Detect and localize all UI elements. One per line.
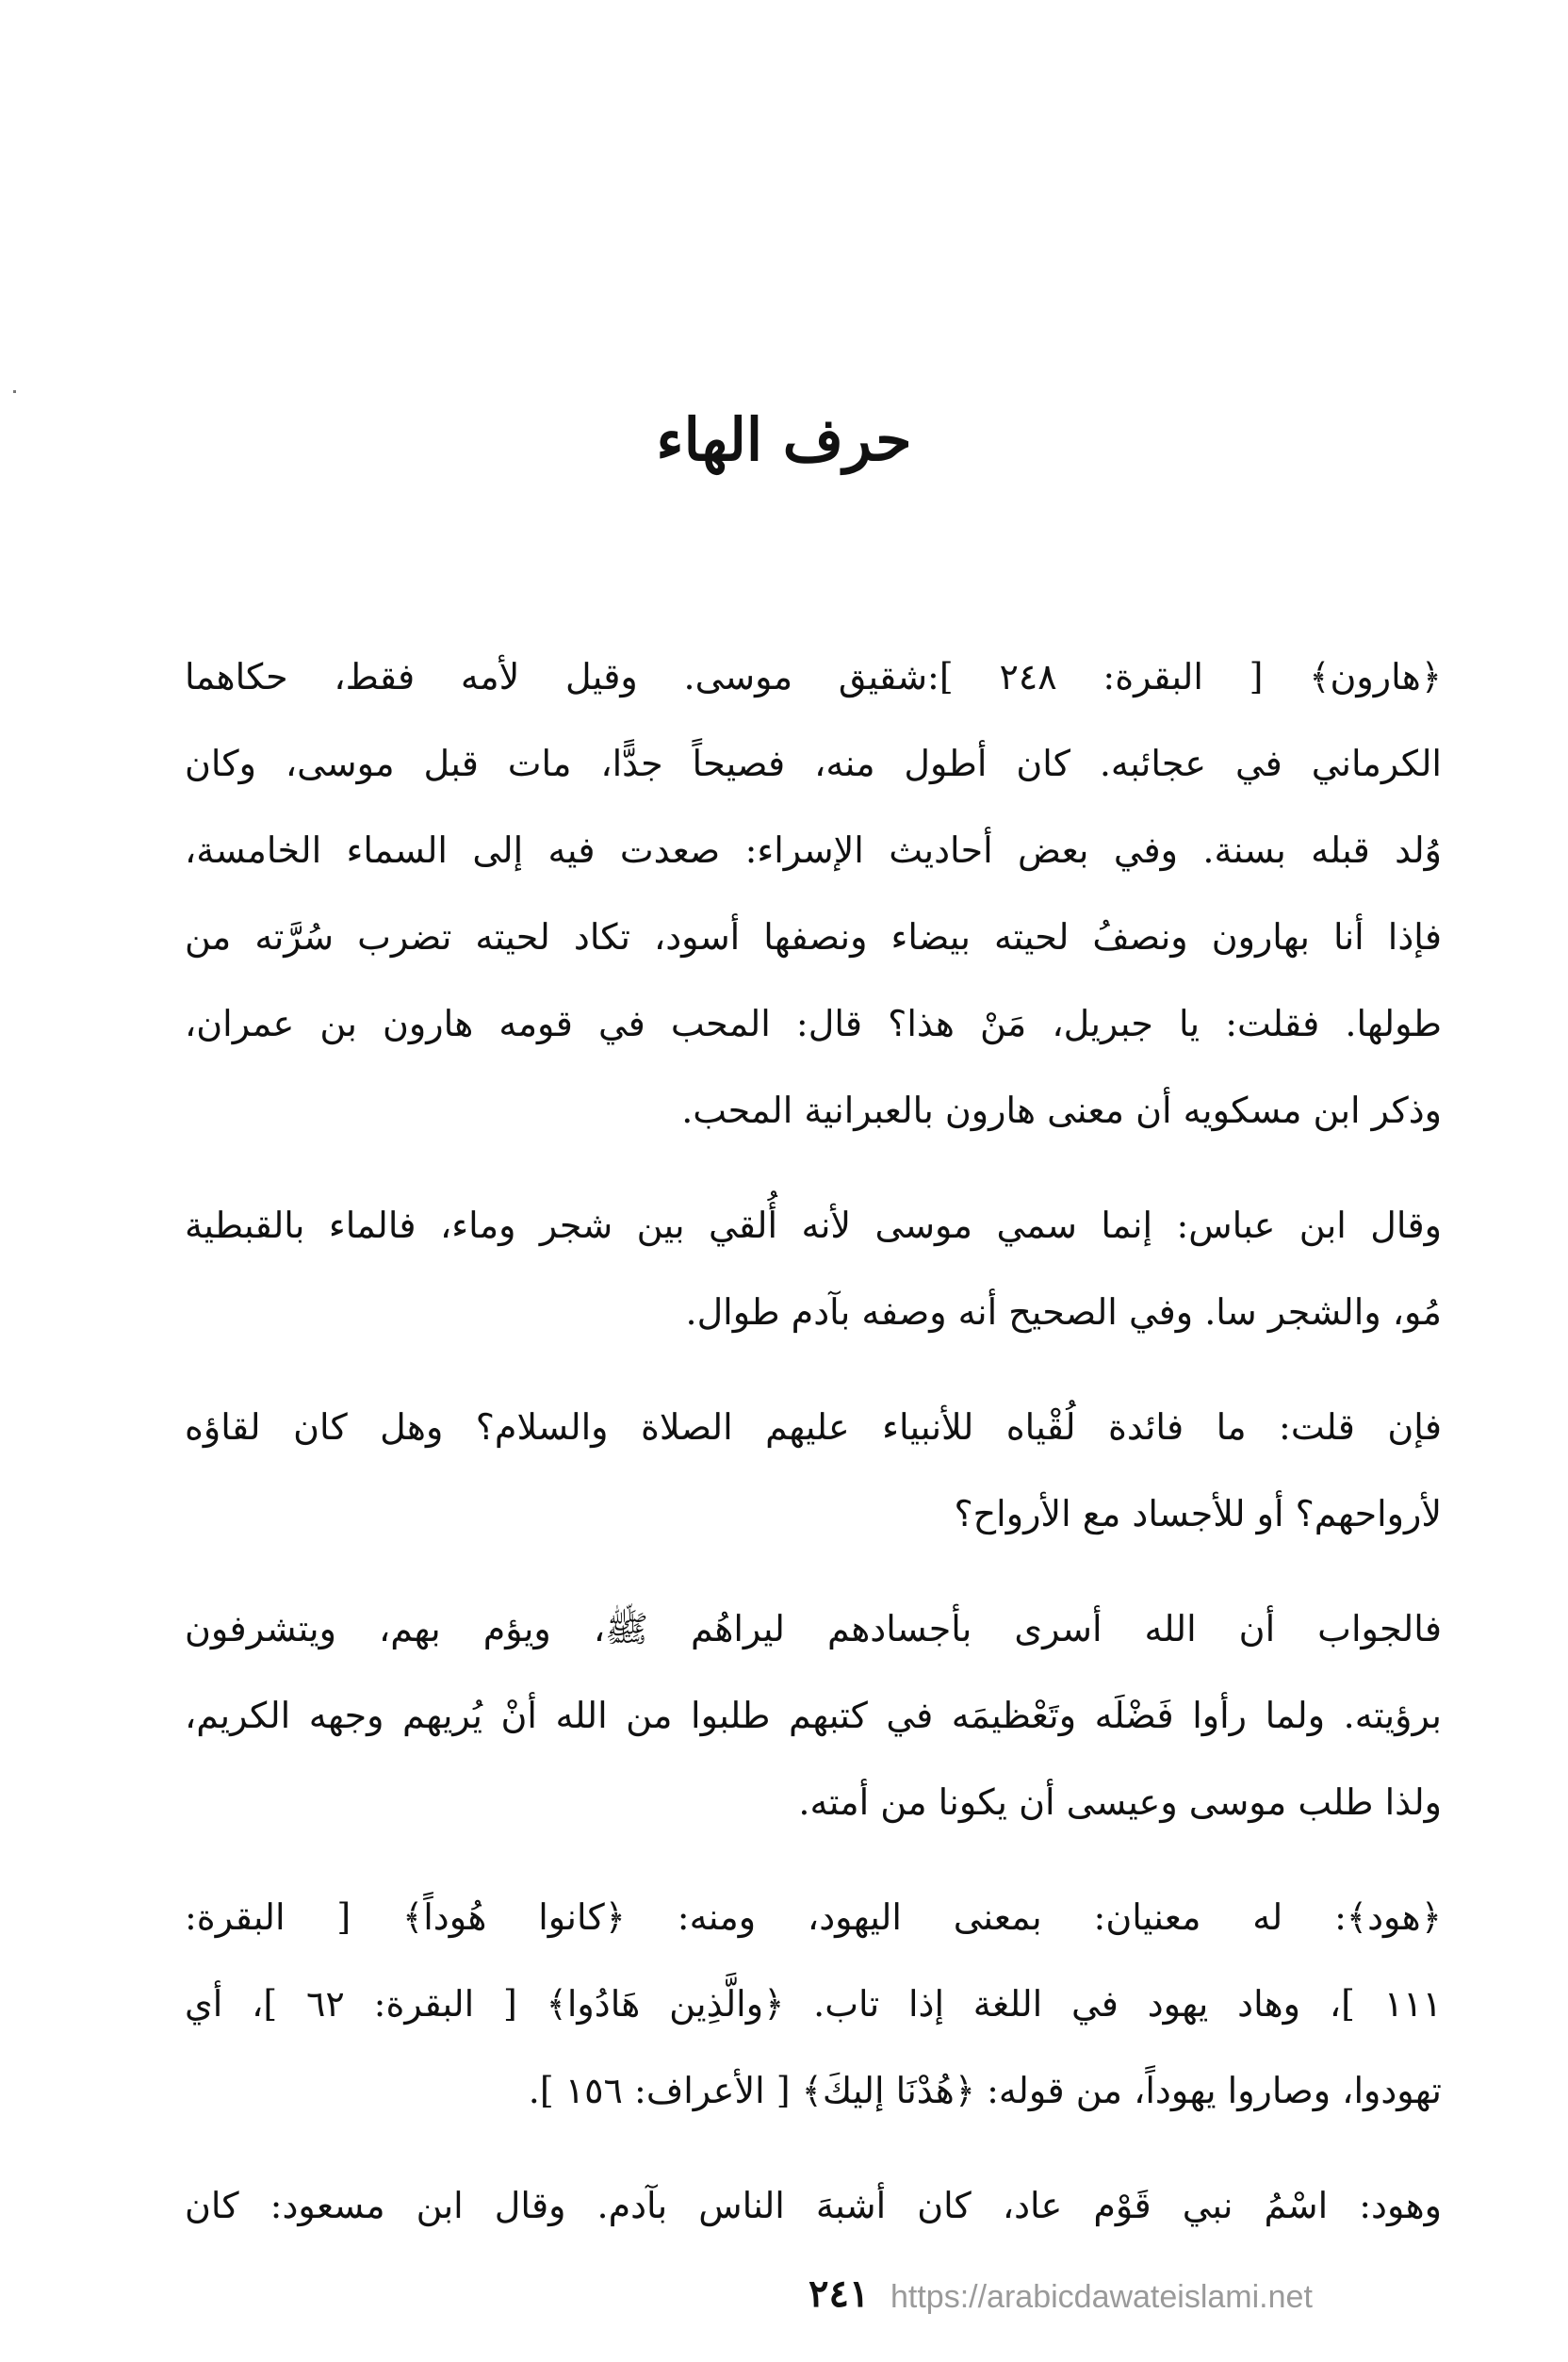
text-line: ﴿هارون﴾ [ البقرة: ٢٤٨ ]:شقيق موسى. وقيل لأمه فقط، حكاهما bbox=[185, 656, 1442, 697]
text-line: وُلد قبله بسنة. وفي بعض أحاديث الإسراء: صعدت فيه إلى السماء الخامسة، bbox=[185, 829, 1442, 871]
body-text bbox=[185, 633, 1442, 2277]
text-line: فإذا أنا بهارون ونصفُ لحيته بيضاء ونصفها أسود، تكاد لحيته تضرب سُرَّته من bbox=[185, 916, 1442, 958]
page-number: ٢٤١ bbox=[808, 2272, 870, 2316]
page-footer bbox=[0, 2272, 1568, 2328]
text-line: مُو، والشجر سا. وفي الصحيح أنه وصفه بآدم طوال. bbox=[685, 1291, 1442, 1333]
paragraph-hud bbox=[185, 1874, 1442, 2134]
text-line: لأرواحهم؟ أو للأجساد مع الأرواح؟ bbox=[954, 1493, 1442, 1534]
paragraph-haroun bbox=[185, 633, 1442, 1154]
paragraph-hud-prophet bbox=[185, 2162, 1442, 2249]
paragraph-question bbox=[185, 1384, 1442, 1557]
scan-speck bbox=[13, 390, 16, 393]
chapter-title: حرف الهاء bbox=[656, 405, 912, 474]
text-line: وذكر ابن مسكويه أن معنى هارون بالعبرانية المحب. bbox=[681, 1090, 1442, 1131]
text-line: الكرماني في عجائبه. كان أطول منه، فصيحاً جدًّا، مات قبل موسى، وكان bbox=[185, 743, 1442, 784]
text-line: برؤيته. ولما رأوا فَضْلَه وتَعْظيمَه في كتبهم طلبوا من الله أنْ يُريهم وجهه الكريم، bbox=[185, 1695, 1442, 1736]
text-line: وقال ابن عباس: إنما سمي موسى لأنه أُلقي بين شجر وماء، فالماء بالقبطية bbox=[185, 1205, 1442, 1246]
text-line: فإن قلت: ما فائدة لُقْياه للأنبياء عليهم الصلاة والسلام؟ وهل كان لقاؤه bbox=[185, 1406, 1442, 1448]
text-line: ولذا طلب موسى وعيسى أن يكونا من أمته. bbox=[798, 1781, 1442, 1823]
paragraph-answer bbox=[185, 1585, 1442, 1845]
text-line: ١١١ ]، وهاد يهود في اللغة إذا تاب. ﴿والَّذِين هَادُوا﴾ [ البقرة: ٦٢ ]، أي bbox=[185, 1983, 1442, 2025]
text-line: تهودوا، وصاروا يهوداً، من قوله: ﴿هُدْنَا إليكَ﴾ [ الأعراف: ١٥٦ ]. bbox=[528, 2070, 1442, 2111]
text-line: وهود: اسْمُ نبي قَوْم عاد، كان أشبهَ الناس بآدم. وقال ابن مسعود: كان bbox=[185, 2185, 1442, 2226]
text-line: طولها. فقلت: يا جبريل، مَنْ هذا؟ قال: المحب في قومه هارون بن عمران، bbox=[185, 1003, 1442, 1044]
text-line: فالجواب أن الله أسرى بأجسادهم ليراهُم ﷺ، ويؤم بهم، ويتشرفون bbox=[185, 1608, 1442, 1649]
watermark-url: https://arabicdawateislami.net bbox=[890, 2279, 1313, 2315]
paragraph-ibn-abbas bbox=[185, 1182, 1442, 1355]
text-line: ﴿هود﴾: له معنيان: بمعنى اليهود، ومنه: ﴿كانوا هُوداً﴾ [ البقرة: bbox=[185, 1896, 1442, 1938]
